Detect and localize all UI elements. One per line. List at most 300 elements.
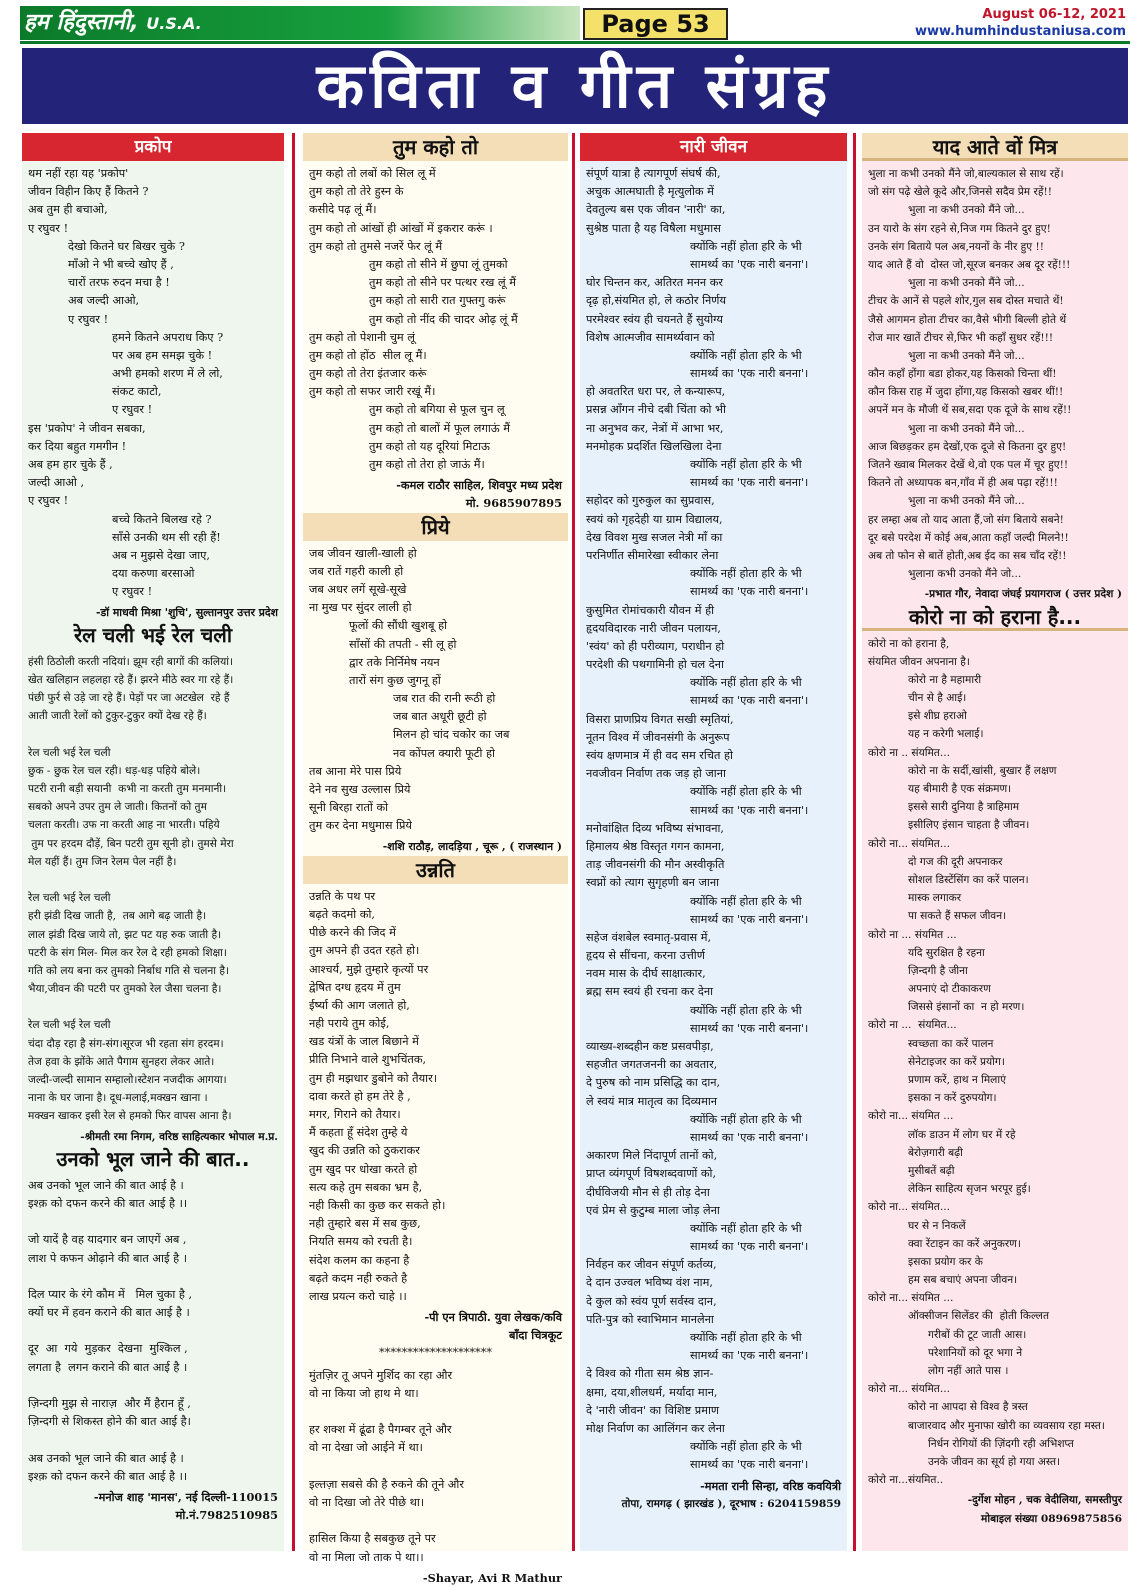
refrain-line: सामर्थ्य का 'एक नारी बनना'। — [690, 367, 809, 381]
poem-line: देने नव सुख उल्लास प्रिये — [309, 783, 411, 796]
byline-rail: -श्रीमती रमा निगम, वरिष्ठ साहित्यकार भोपाल म.प्र. — [80, 1130, 278, 1143]
poem-line: तुम कहो तो होंठ सील लू मैं। — [309, 348, 427, 362]
poem-line: इसीलिए इंसान चाहता है जीवन। — [908, 819, 1030, 832]
poem-line: ज़िन्दगी है जीना — [908, 964, 968, 977]
poem-line: दो गज की दूरी अपनाकर — [908, 855, 1003, 868]
poem-line: ना मुख पर सुंदर लाली हो — [309, 601, 412, 615]
poem-line: तुम कहो तो सीने पर पत्थर रख लूं मैं — [369, 276, 517, 290]
refrain-line: क्योंकि नहीं होता हरि के भी — [690, 239, 802, 253]
poem-line: कसीदे पढ़ लूं मैं। — [309, 203, 377, 217]
poem-line: खुद की उन्नति को ठुकराकर — [309, 1144, 420, 1158]
poem-line: भुला ना कभी उनको मैंने जो... — [908, 495, 1025, 508]
poem-shayar — [303, 1363, 568, 1569]
poem-line: तेज हवा के झोंके आते पैगाम सुनहरा लेकर आते। — [28, 1055, 215, 1068]
poem-line: हर शक्श में ढूंढा है पैगम्बर तूने और — [309, 1423, 452, 1437]
poem-line: विसरा प्राणप्रिय विगत सखी स्मृतियां, — [586, 712, 734, 726]
poem-line: दूर बसे परदेश में कोई अब,आता कहाँ जल्दी मिलने!! — [868, 531, 1069, 544]
refrain-line: सामर्थ्य का 'एक नारी बनना'। — [690, 1349, 809, 1363]
poem-line: अब जल्दी आओ, — [68, 294, 140, 308]
refrain-line: क्योंकि नहीं होता हरि के भी — [690, 1221, 802, 1235]
poem-line: सहोदर को गुरुकुल का सुप्रवास, — [586, 494, 715, 508]
poem-line: खड यंत्रों के जाल बिछाने में — [309, 1035, 419, 1049]
brand-bar — [20, 6, 580, 40]
brand-name: हम हिंदुस्तानी, — [24, 10, 139, 35]
poem-line: रेल चली भई रेल चली — [28, 892, 111, 905]
poem-line: ज़िन्दगी मुझ से नाराज़ और मैं हैरान हूँ , — [28, 1397, 191, 1410]
poem-line: कोरो ना ... संयमित ... — [868, 928, 957, 941]
poem-line: पटरी रानी बड़ी सयानी कभी ना करती तुम मनमानी। — [28, 783, 227, 795]
poem-nari — [580, 161, 847, 1477]
poem-line: ए रघुवर ! — [68, 312, 109, 326]
poem-line: थम नहीं रहा यह 'प्रकोप' — [28, 167, 129, 180]
poem-line: कोरो ना... संयमित... — [868, 1201, 950, 1214]
poem-line: लोग नहीं आते पास । — [928, 1365, 1009, 1377]
poem-bhool — [22, 1173, 284, 1488]
poem-line — [309, 1403, 564, 1421]
poem-line: कोरो ना आपदा से विश्व है त्रस्त — [908, 1401, 1028, 1414]
byline-corona-1: -दुर्गेश मोहन , चक वेदीलिया, समस्तीपुर — [967, 1494, 1122, 1507]
poem-line: मुसीबतें बढ़ी — [908, 1164, 955, 1177]
poem-line: जितने ख्वाब मिलकर देखें थे,वो एक पल में चूर हुए!! — [868, 459, 1069, 471]
poem-line: भुला ना कभी उनको मैंने जो... — [908, 422, 1025, 435]
byline-tum-1: -कमल राठौर साहिल, शिवपुर मध्य प्रदेश — [396, 478, 562, 493]
poem-line: जैसे आगमन होता टीचर का,वैसे भीगी बिल्ली होते थें — [868, 313, 1067, 326]
poem-line: लाख प्रयत्न करो चाहे ।। — [309, 1289, 407, 1303]
poem-line: ज़िन्दगी से शिकस्त होने की बात आई है। — [28, 1415, 191, 1429]
poem-line: नही पराये तुम कोई, — [309, 1017, 390, 1031]
byline-bhool-1: -मनोज शाह 'मानस', नई दिल्ली-110015 — [93, 1489, 278, 1504]
poem-line: बढ़ते कदम नही रुकते है — [309, 1271, 408, 1285]
issue-date: August 06-12, 2021 — [982, 7, 1126, 22]
poem-line: तब आना मेरे पास प्रिये — [309, 764, 402, 778]
poem-title-corona: कोरो ना को हराना है... — [862, 604, 1128, 631]
poem-line: बढ़ते कदमो को, — [309, 907, 375, 921]
byline-priye: -शशि राठौड़, लादड़िया , चूरू , ( राजस्थान ) — [382, 839, 562, 853]
poem-line: हासिल किया है सबकुछ तूने पर — [309, 1532, 436, 1546]
poem-line: कोरो ना ... संयमित... — [868, 1019, 957, 1032]
poem-line: आज बिछड़कर हम देखों,एक दूजे से कितना दुर हुए! — [868, 440, 1067, 453]
dateline — [915, 6, 1126, 40]
poem-line: नाना के घर जाना है। दूध-मलाई,मक्खन खाना । — [28, 1092, 208, 1105]
refrain-line: सामर्थ्य का 'एक नारी बनना'। — [690, 257, 809, 271]
poem-line: कर दिया बहुत गमगीन ! — [28, 439, 127, 453]
poem-line: ए रघुवर ! — [112, 585, 153, 599]
refrain-line: सामर्थ्य का 'एक नारी बनना'। — [690, 476, 809, 490]
poem-line: तुम कहो तो तुमसे नजरें फेर लूं मैं — [309, 239, 443, 253]
poem-line: स्वच्छता का करें पालन — [908, 1037, 994, 1050]
poem-line: भुला ना कभी उनको मैंने जो... — [908, 349, 1025, 362]
poem-title-mitra: याद आते वों मित्र — [862, 133, 1128, 161]
poem-line: अब तो फोन से बातें होती,अब ईद का सब चाँद रहें!! — [868, 549, 1067, 562]
poem-line: जिससे इंसानों का न हो मरण। — [908, 1001, 1025, 1014]
poem-line: खेत खलिहान लहलहा रहे हैं। झरने मीठे स्वर गा रहे हैं। — [28, 673, 234, 686]
poem-line: छुक - छुक रेल चल रही। धड़-धड़ पहिये बोले। — [28, 764, 201, 777]
poem-line: तुम अपने ही उदत रहते हो। — [309, 944, 420, 958]
poem-line: यह न करेगी भलाई। — [908, 728, 984, 741]
poem-line: कोरो ना... संयमित... — [868, 837, 950, 850]
poem-line: तुम कहो तो तेरे हुस्न के — [309, 185, 404, 199]
poem-line: तुम कहो तो यह दूरियां मिटाऊ — [369, 439, 490, 453]
poem-line: कोरो ना... संयमित... — [868, 1383, 950, 1396]
column-divider — [853, 133, 856, 1551]
poem-line: कौन कहाँ होंगा बडा होकर,यह किसको चिन्ता थीं! — [868, 368, 1057, 381]
poem-line: घोर चिन्तन कर, अतिरत मनन कर — [586, 276, 724, 290]
poem-line: इल्तज़ा सबसे की है रुकने की तूने और — [309, 1477, 464, 1491]
poem-line: कोरो ना के सर्दी,खांसी, बुखार हैं लक्षण — [908, 764, 1057, 777]
poem-line: तुम कहो तो सीने में छुपा लूं तुमको — [369, 257, 508, 271]
poem-line: मैं कहता हूँ संदेश तुम्हे ये — [309, 1126, 408, 1140]
poem-line: रेल चली भई रेल चली — [28, 746, 111, 759]
refrain-line: सामर्थ्य का 'एक नारी बनना'। — [690, 1021, 809, 1035]
poem-line: उनके जीवन का सूर्य हो गया अस्त। — [928, 1455, 1061, 1468]
poem-line: कोरो ना...संयमित.. — [868, 1474, 944, 1487]
column-divider — [292, 133, 295, 1551]
poem-line — [28, 725, 280, 743]
refrain-line: सामर्थ्य का 'एक नारी बनना'। — [690, 1240, 809, 1254]
website-link[interactable]: www.humhindustaniusa.com — [914, 24, 1126, 39]
poem-mitra — [862, 161, 1128, 585]
poem-line: मेल यहीं हैं। तुम जिन रेलम पेल नहीं है। — [28, 855, 177, 868]
refrain-line: सामर्थ्य का 'एक नारी बनना'। — [690, 694, 809, 708]
poem-line: लगता है लगन कराने की बात आई है । — [28, 1360, 188, 1374]
poem-line: सेनेटाइजर का करें प्रयोग। — [908, 1055, 1005, 1068]
poem-line: भुला ना कभी उनको मैंने जो,बाल्यकाल से साथ रहें। — [868, 168, 1064, 180]
poem-line: मिलन हो चांद चकोर का जब — [393, 728, 510, 742]
poem-line: मोक्ष निर्वाण का आलिंगन कर लेना — [586, 1421, 725, 1435]
poem-line: उन्नति के पथ पर — [309, 889, 376, 903]
refrain-line: सामर्थ्य का 'एक नारी बनना'। — [690, 912, 809, 926]
poem-line: दे कुल को स्वंय पूर्ण सर्वस्व दान, — [586, 1294, 717, 1308]
poem-line: कोरो ना... संयमित ... — [868, 1110, 954, 1123]
refrain-line: सामर्थ्य का 'एक नारी बनना'। — [690, 1130, 809, 1144]
poem-line: दृढ़ हो,संयमित हो, ले कठोर निर्णय — [586, 294, 727, 308]
brand-usa: U.S.A. — [146, 14, 202, 33]
poem-line: संकट काटो, — [112, 385, 162, 399]
poem-line: रोज मार खातें टीचर से,फिर भी कहाँ सुधर रहें!!! — [868, 331, 1054, 344]
poem-line: नव कोंपल क्यारी फूटी हो — [393, 746, 495, 760]
poem-title-rail: रेल चली भई रेल चली — [73, 622, 233, 647]
poem-tum — [303, 161, 568, 476]
poem-line: नियति समय को रचती है। — [309, 1235, 413, 1249]
poem-rail — [22, 649, 284, 1128]
poem-line — [28, 871, 280, 889]
poem-line: अब तुम ही बचाओ, — [28, 203, 108, 217]
poem-line: पति-पुत्र को स्वाभिमान मानलेना — [586, 1312, 714, 1326]
poem-line: प्रीति निभाने वाले शुभचिंतक, — [309, 1053, 427, 1067]
poem-line: पटरी के संग मिल- मिल कर रेल दे रही हमको शिक्षा। — [28, 946, 227, 959]
poem-line: ए रघुवर ! — [112, 403, 153, 417]
poem-line — [28, 998, 280, 1016]
poem-line: स्वयं को गृहदेही या ग्राम विद्यालय, — [586, 512, 723, 526]
poem-line: तुम पर हरदम दौड़ें, बिन पटरी तुम सूनी हो। तुमसे मेरा — [28, 837, 234, 850]
poem-line: तुम ही मझधार डुबोने को तैयार। — [309, 1071, 437, 1085]
poem-line: तुम कहो तो नींद की चादर ओढ़ लूं मैं — [369, 312, 518, 326]
poem-line: जल्दी आओ , — [28, 476, 85, 490]
poem-line: हंसी ठिठोली करती नदियां। झूम रही बागों की कलियां। — [28, 655, 233, 668]
poem-line: इसका न करें दुरुपयोग। — [908, 1092, 997, 1105]
poem-line: अभी हमको शरण में ले लो, — [112, 367, 223, 381]
poem-line — [309, 1512, 564, 1530]
poem-line: जब रात की रानी रूठी हो — [393, 692, 496, 706]
poem-line: ब्रह्म सम स्वयं ही रचना कर देना — [586, 985, 714, 999]
poem-line: व्याख्य-शब्दहीन कष्ट प्रसवपीड़ा, — [586, 1040, 714, 1053]
poem-line: पंछी फुर्र से उड़े जा रहे हैं। पेड़ों पर जा अटखेल रहे हैं — [28, 692, 230, 705]
column-1 — [22, 133, 284, 1551]
poem-line: प्रसन्न आँगन नीचे दबी चिंता को भी — [586, 403, 726, 417]
poem-line: अब उनको भूल जाने की बात आई है । — [28, 1451, 184, 1465]
poem-line: हरी झंडी दिख जाती है, तब आगे बढ़ जाती है। — [28, 910, 207, 923]
poem-line: हो अवतरित धरा पर, ले कन्यारूप, — [586, 385, 726, 399]
refrain-line: सामर्थ्य का 'एक नारी बनना'। — [690, 1458, 809, 1472]
poem-line: परेशानियों को दूर भगा ने — [928, 1346, 1023, 1359]
poem-line: दे 'नारी जीवन' का विशिष्ट प्रमाण — [586, 1403, 720, 1417]
poem-line: इससे सारी दुनिया है त्राहिमाम — [908, 801, 1020, 814]
poem-line — [309, 1458, 564, 1476]
poem-line: कुसुमित रोमांचकारी यौवन में ही — [586, 603, 715, 617]
poem-line: परमेश्वर स्वंय ही चयनते हैं सुयोग्य — [586, 312, 723, 326]
poem-line: मगर, गिराने को तैयार। — [309, 1108, 401, 1121]
poem-line: फूलों की सौंधी खुशबू हो — [349, 619, 447, 633]
poem-title-nari: नारी जीवन — [580, 133, 847, 161]
poem-line: हृदय से सींचना, करना उत्तीर्ण — [586, 949, 705, 963]
poem-unnati — [303, 884, 568, 1308]
byline-mitra: -प्रभात गौर, नेवादा जंघई प्रयागराज ( उत्तर प्रदेश ) — [924, 588, 1122, 601]
poem-line: मनोवांक्षित दिव्य भविष्य संभावना, — [586, 821, 725, 835]
poem-line: हम सब बचाएं अपना जीवन। — [908, 1274, 1018, 1287]
poem-line: सबको अपने उपर तुम ले जाती। कितनों को तुम — [28, 801, 207, 814]
poem-line: वो ना मिला जो ताक पे था।। — [309, 1550, 424, 1564]
poem-line: परदेशी की पथगामिनी हो चल देना — [586, 658, 724, 672]
poem-line: देखो कितने घर बिखर चुके ? — [68, 239, 185, 253]
poem-line: निर्वहन कर जीवन संपूर्ण कर्तव्य, — [586, 1258, 717, 1272]
poem-line: पर अब हम समझ चुके ! — [112, 348, 213, 362]
poem-line: नही किसी का कुछ कर सकते हो। — [309, 1198, 446, 1212]
byline-unnati-1: -पी एन त्रिपाठी. युवा लेखक/कवि — [424, 1310, 562, 1325]
poem-line: भुलाना कभी उनको मैंने जो... — [908, 568, 1022, 581]
section-banner: कविता व गीत संग्रह — [22, 48, 1128, 124]
poem-line: माँओ ने भी बच्चे खोए हैं , — [68, 257, 174, 271]
poem-line: ऑक्सीजन सिलेंडर की होती किल्लत — [908, 1310, 1050, 1323]
poem-line: अब उनको भूल जाने की बात आई है । — [28, 1178, 184, 1192]
poem-line: ना अनुभव कर, नेत्रों में आभा भर, — [586, 421, 724, 435]
poem-line: देवतुल्य बस एक जीवन 'नारी' का, — [586, 203, 726, 217]
column-4 — [862, 133, 1128, 1551]
byline-nari-1: -ममता रानी सिन्हा, वरिष्ठ कवयित्री — [700, 1478, 841, 1493]
poem-line: उनके संग बिताये पल अब,नयनों के नीर हुए !! — [868, 240, 1045, 253]
refrain-line: क्योंकि नहीं होता हरि के भी — [690, 458, 802, 471]
poem-line: नवजीवन निर्वाण तक जड़ हो जाना — [586, 767, 726, 781]
poem-line: तुम खुद पर धोखा करते हो — [309, 1162, 418, 1176]
poem-line: संयमित जीवन अपनाना है। — [868, 655, 970, 668]
poem-title-prakop: प्रकोप — [22, 133, 284, 161]
poem-line: चंदा दौड़ रहा है संग-संग।सूरज भी रहता संग हरदम। — [28, 1037, 224, 1050]
poem-line: सूनी बिरहा रातों को — [309, 801, 389, 815]
poem-line: जब जीवन खाली-खाली हो — [309, 546, 417, 560]
poem-line: लॉक डाउन में लोग घर में रहे — [908, 1128, 1016, 1141]
poem-line: मनमोहक प्रदर्शित खिलखिला देना — [586, 439, 722, 453]
refrain-line: क्योंकि नहीं होता हरि के भी — [690, 785, 802, 799]
poem-line: रेल चली भई रेल चली — [28, 1019, 111, 1032]
poem-line: क्वा रेंटाइन का करें अनुकरण। — [908, 1237, 1021, 1250]
poem-line: 'स्वंय' को ही परीव्याग, पराधीन हो — [586, 639, 725, 653]
poem-line: हिमालय श्रेष्ठ विस्तृत गगन कामना, — [586, 839, 725, 853]
refrain-line: क्योंकि नहीं होता हरि के भी — [690, 894, 802, 908]
poem-title-unnati: उन्नति — [303, 856, 568, 884]
poem-line: जल्दी-जल्दी सामान सम्हालो।स्टेशन नजदीक आगया। — [28, 1074, 227, 1086]
poem-line: तुम कहो तो तेरा हो जाऊं मैं। — [369, 458, 485, 471]
poem-title-priye: प्रिये — [303, 513, 568, 541]
poem-line: हमने कितने अपराध किए ? — [112, 330, 224, 344]
poem-line: कोरो ना को हराना है, — [868, 637, 950, 650]
poem-line: इश्क़ को दफन करने की बात आई है ।। — [28, 1196, 188, 1210]
poem-line — [28, 1213, 280, 1231]
poem-line: संपूर्ण यात्रा है त्यागपूर्ण संघर्ष की, — [586, 167, 721, 180]
refrain-line: क्योंकि नहीं होता हरि के भी — [690, 1112, 802, 1126]
poem-line: सोशल डिस्टेंसिंग का करें पालन। — [908, 873, 1029, 886]
poem-line: स्वंय क्षणमात्र में ही वद सम रचित हो — [586, 749, 733, 762]
poem-line: दावा करते हो हम तेरे है , — [309, 1089, 411, 1103]
byline-unnati-2: बाँदा चित्रकूट — [509, 1328, 562, 1343]
poem-line: तुम कहो तो आंखों ही आंखों में इकरार करूं । — [309, 221, 493, 235]
poem-line: अपनें मन के मौजी थें सब,सदा एक दूजे के साथ रहें!! — [868, 404, 1072, 417]
byline-shayar: -Shayar, Avi R Mathur — [422, 1570, 562, 1585]
poem-line: नवम मास के दीर्घ साक्षात्कार, — [586, 967, 706, 981]
poem-priye — [303, 541, 568, 838]
poem-line: साँसों की तपती - सी लू हो — [349, 637, 457, 651]
poem-line: जो यादें है वह यादगार बन जाएगें अब , — [28, 1233, 187, 1247]
poem-line: मक्खन खाकर इसी रेल से हमको फिर वापस आना है। — [28, 1110, 232, 1123]
poem-line: लेकिन साहित्य सृजन भरपूर हुई। — [908, 1183, 1031, 1196]
poem-line: तुम कहो तो लबों को सिल लू में — [309, 167, 436, 180]
poem-line: विशेष आत्मजीव सामर्थ्यवान को — [586, 330, 715, 344]
poem-line: कोरो ना है महामारी — [908, 673, 982, 686]
column-2 — [303, 133, 568, 1585]
poem-line: टीचर के आनें से पहले शोर,गुल सब दोस्त मचाते थें! — [868, 295, 1064, 308]
refrain-line: क्योंकि नहीं होता हरि के भी — [690, 676, 802, 690]
poem-line: वो ना देखा जो आईने में था। — [309, 1441, 423, 1455]
poem-line: दे दान उज्वल भविष्य वंश नाम, — [586, 1276, 713, 1290]
refrain-line: क्योंकि नहीं होता हरि के भी — [690, 1331, 802, 1344]
poem-line: बच्चे कितने बिलख रहे ? — [112, 512, 212, 526]
poem-line: सहेज वंशबेल स्वमातृ-प्रवास में, — [586, 930, 712, 944]
poem-line: हृदयविदारक नारी जीवन पलायन, — [586, 621, 721, 635]
poem-line: सत्य कहे तुम सबका भ्रम है, — [309, 1180, 423, 1194]
poem-line: आती जाती रेलों को टुकुर-टुकुर क्यों देख रहे हैं। — [28, 710, 207, 723]
poem-line: ए रघुवर ! — [28, 494, 69, 508]
poem-line: मुंतज़िर तू अपने मुर्शिद का रहा और — [309, 1368, 453, 1382]
poem-line — [28, 1377, 280, 1395]
poem-line: जीवन विहीन किए हैं कितने ? — [28, 185, 149, 199]
poem-line: देख विवश मुख सजल नेत्री माँ का — [586, 530, 723, 544]
poem-line: एवं प्रेम से कुटुम्ब माला जोड़ लेना — [586, 1203, 720, 1217]
header-rule — [20, 41, 1130, 44]
poem-line: पीछे करने की जिद में — [309, 926, 396, 940]
poem-line: ताड़ जीवनसंगी की मौन अस्वीकृति — [586, 858, 725, 872]
poem-line: गरीबों की टूट जाती आस। — [928, 1328, 1027, 1341]
poem-line: ईर्ष्या की आग जलाते हो, — [309, 998, 410, 1012]
poem-line: याद आते हैं वो दोस्त जो,सूरज बनकर अब दूर रहें!!! — [868, 258, 1071, 271]
poem-line: हर लम्हा अब तो याद आता हैं,जो संग बिताये सबने! — [868, 513, 1064, 526]
byline-corona-2: मोबाइल संख्या 08969875856 — [981, 1512, 1122, 1525]
poem-line: चारों तरफ रुदन मचा है ! — [68, 276, 170, 290]
poem-line: कितने तो अध्यापक बन,गाँव में ही अब पढ़ा रहें!!! — [868, 477, 1058, 490]
poem-line: लाल झंडी दिख जाये तो, झट पट यह रुक जाती है। — [28, 928, 222, 941]
poem-line: ए रघुवर ! — [28, 221, 69, 235]
poem-line: स्वप्नों को त्याग सुगृहणी बन जाना — [586, 876, 720, 890]
poem-line: सुश्रेष्ठ पाता है यह विषैला मधुमास — [586, 221, 721, 235]
poem-line: जब रातें गहरी काली हो — [309, 564, 404, 578]
poem-line: कौन किस राह में जुदा होंगा,यह किसको खबर थीं!! — [868, 386, 1064, 399]
byline-prakop: -डॉ माधवी मिश्रा 'शुचि', सुल्तानपुर उत्तर प्रदेश — [96, 605, 278, 619]
poem-line: तुम कर देना मधुमास प्रिये — [309, 819, 412, 833]
poem-line: भैया,जीवन की पटरी पर तुमको रेल जैसा चलना है। — [28, 983, 222, 996]
poem-line: वो ना दिखा जो तेरे पीछे था। — [309, 1495, 425, 1509]
poem-line: निर्धन रोगियों की ज़िंदगी रही अभिशप्त — [928, 1437, 1074, 1450]
poem-line: उन यारो के संग रहने से,निज गम कितने दुर हुए! — [868, 222, 1051, 235]
poem-line: सहजीत जगतजननी का अवतार, — [586, 1058, 718, 1072]
poem-line: प्रणाम करें, हाथ न मिलाएं — [908, 1074, 1006, 1086]
poem-line: दे विश्व को गीता सम श्रेष्ठ ज्ञान- — [586, 1367, 714, 1381]
poem-line: मास्क लगाकर — [908, 892, 962, 905]
poem-line: गति को लय बना कर तुमको निर्बाध गति से चलना है। — [28, 964, 230, 977]
poem-line: दिल प्यार के रंगे कौम में मिल चुका है , — [28, 1287, 193, 1301]
poem-line: तुम कहो तो बालों में फूल लगाऊं मैं — [369, 421, 510, 435]
poem-line: प्राप्त व्यंगपूर्ण विषशब्दवाणों को, — [586, 1167, 717, 1181]
poem-line: कोरो ना .. संयमित... — [868, 746, 950, 759]
refrain-line: सामर्थ्य का 'एक नारी बनना'। — [690, 585, 809, 599]
poem-line: यह बीमारी है एक संक्रमण। — [908, 783, 1012, 795]
refrain-line: क्योंकि नहीं होता हरि के भी — [690, 1440, 802, 1454]
poem-line: इस 'प्रकोप' ने जीवन सबका, — [28, 421, 146, 435]
poem-line: तारों संग कुछ जुगनू हों — [349, 673, 441, 687]
poem-line: यदि सुरक्षित है रहना — [908, 946, 985, 959]
poem-line: ले स्वयं मात्र मातृत्व का दिव्यमान — [586, 1094, 718, 1108]
byline-tum-2: मो. 9685907895 — [465, 496, 562, 511]
poem-line: नूतन विश्व में जीवनसंगी के अनुरूप — [586, 730, 730, 744]
poem-line: बेरोज़गारी बढ़ी — [908, 1146, 963, 1159]
poem-line: तुम कहो तो पेशानी चुम लूं — [309, 330, 415, 344]
poem-prakop — [22, 161, 284, 604]
poem-line: जब बात अधूरी छूटी हो — [393, 710, 487, 724]
refrain-line: सामर्थ्य का 'एक नारी बनना'। — [690, 803, 809, 817]
refrain-line: क्योंकि नहीं होता हरि के भी — [690, 567, 802, 581]
poem-line: नही तुम्हारे बस में सब कुछ, — [309, 1217, 421, 1231]
poem-line: इसका प्रयोग कर के — [908, 1255, 983, 1268]
poem-line — [28, 1322, 280, 1340]
poem-line: अब न मुझसे देखा जाए, — [112, 548, 210, 562]
poem-line: आश्चर्य, मुझे तुम्हारे कृत्यों पर — [309, 962, 429, 976]
byline-nari-2: तोपा, रामगढ़ ( झारखंड ), दूरभाष : 6204159859 — [621, 1497, 841, 1510]
poem-line — [28, 1431, 280, 1449]
poem-line: भुला ना कभी उनको मैंने जो... — [908, 277, 1025, 290]
stars-divider: ******************** — [379, 1346, 492, 1360]
poem-line: जब अधर लगें सूखे-सूखे — [309, 582, 407, 596]
poem-line: इसे शीघ्र हराओ — [908, 710, 967, 723]
poem-line: पा सकते हैं सफल जीवन। — [908, 910, 1007, 923]
poem-line — [28, 1268, 280, 1286]
poem-line: तुम कहो तो सफर जारी रखूं मैं। — [309, 385, 436, 399]
poem-line: दूर आ गये मुड़कर देखना मुश्किल , — [28, 1342, 188, 1356]
poem-line: घर से न निकलें — [908, 1219, 966, 1232]
poem-line: तुम कहो तो सारी रात गुफ्तगु करूं — [369, 294, 506, 308]
poem-title-bhool: उनको भूल जाने की बात.. — [56, 1146, 250, 1171]
poem-line: क्षमा, दया,शीलधर्म, मर्यादा मान, — [586, 1385, 718, 1399]
poem-title-tum: तुम कहो तो — [303, 133, 568, 161]
byline-bhool-2: मो.नं.7982510985 — [175, 1508, 278, 1523]
poem-line: क्यों घर में हवन कराने की बात आई है । — [28, 1306, 190, 1320]
masthead — [20, 6, 1130, 40]
poem-line: साँसे उनकी थम सी रही हैं! — [112, 530, 221, 544]
